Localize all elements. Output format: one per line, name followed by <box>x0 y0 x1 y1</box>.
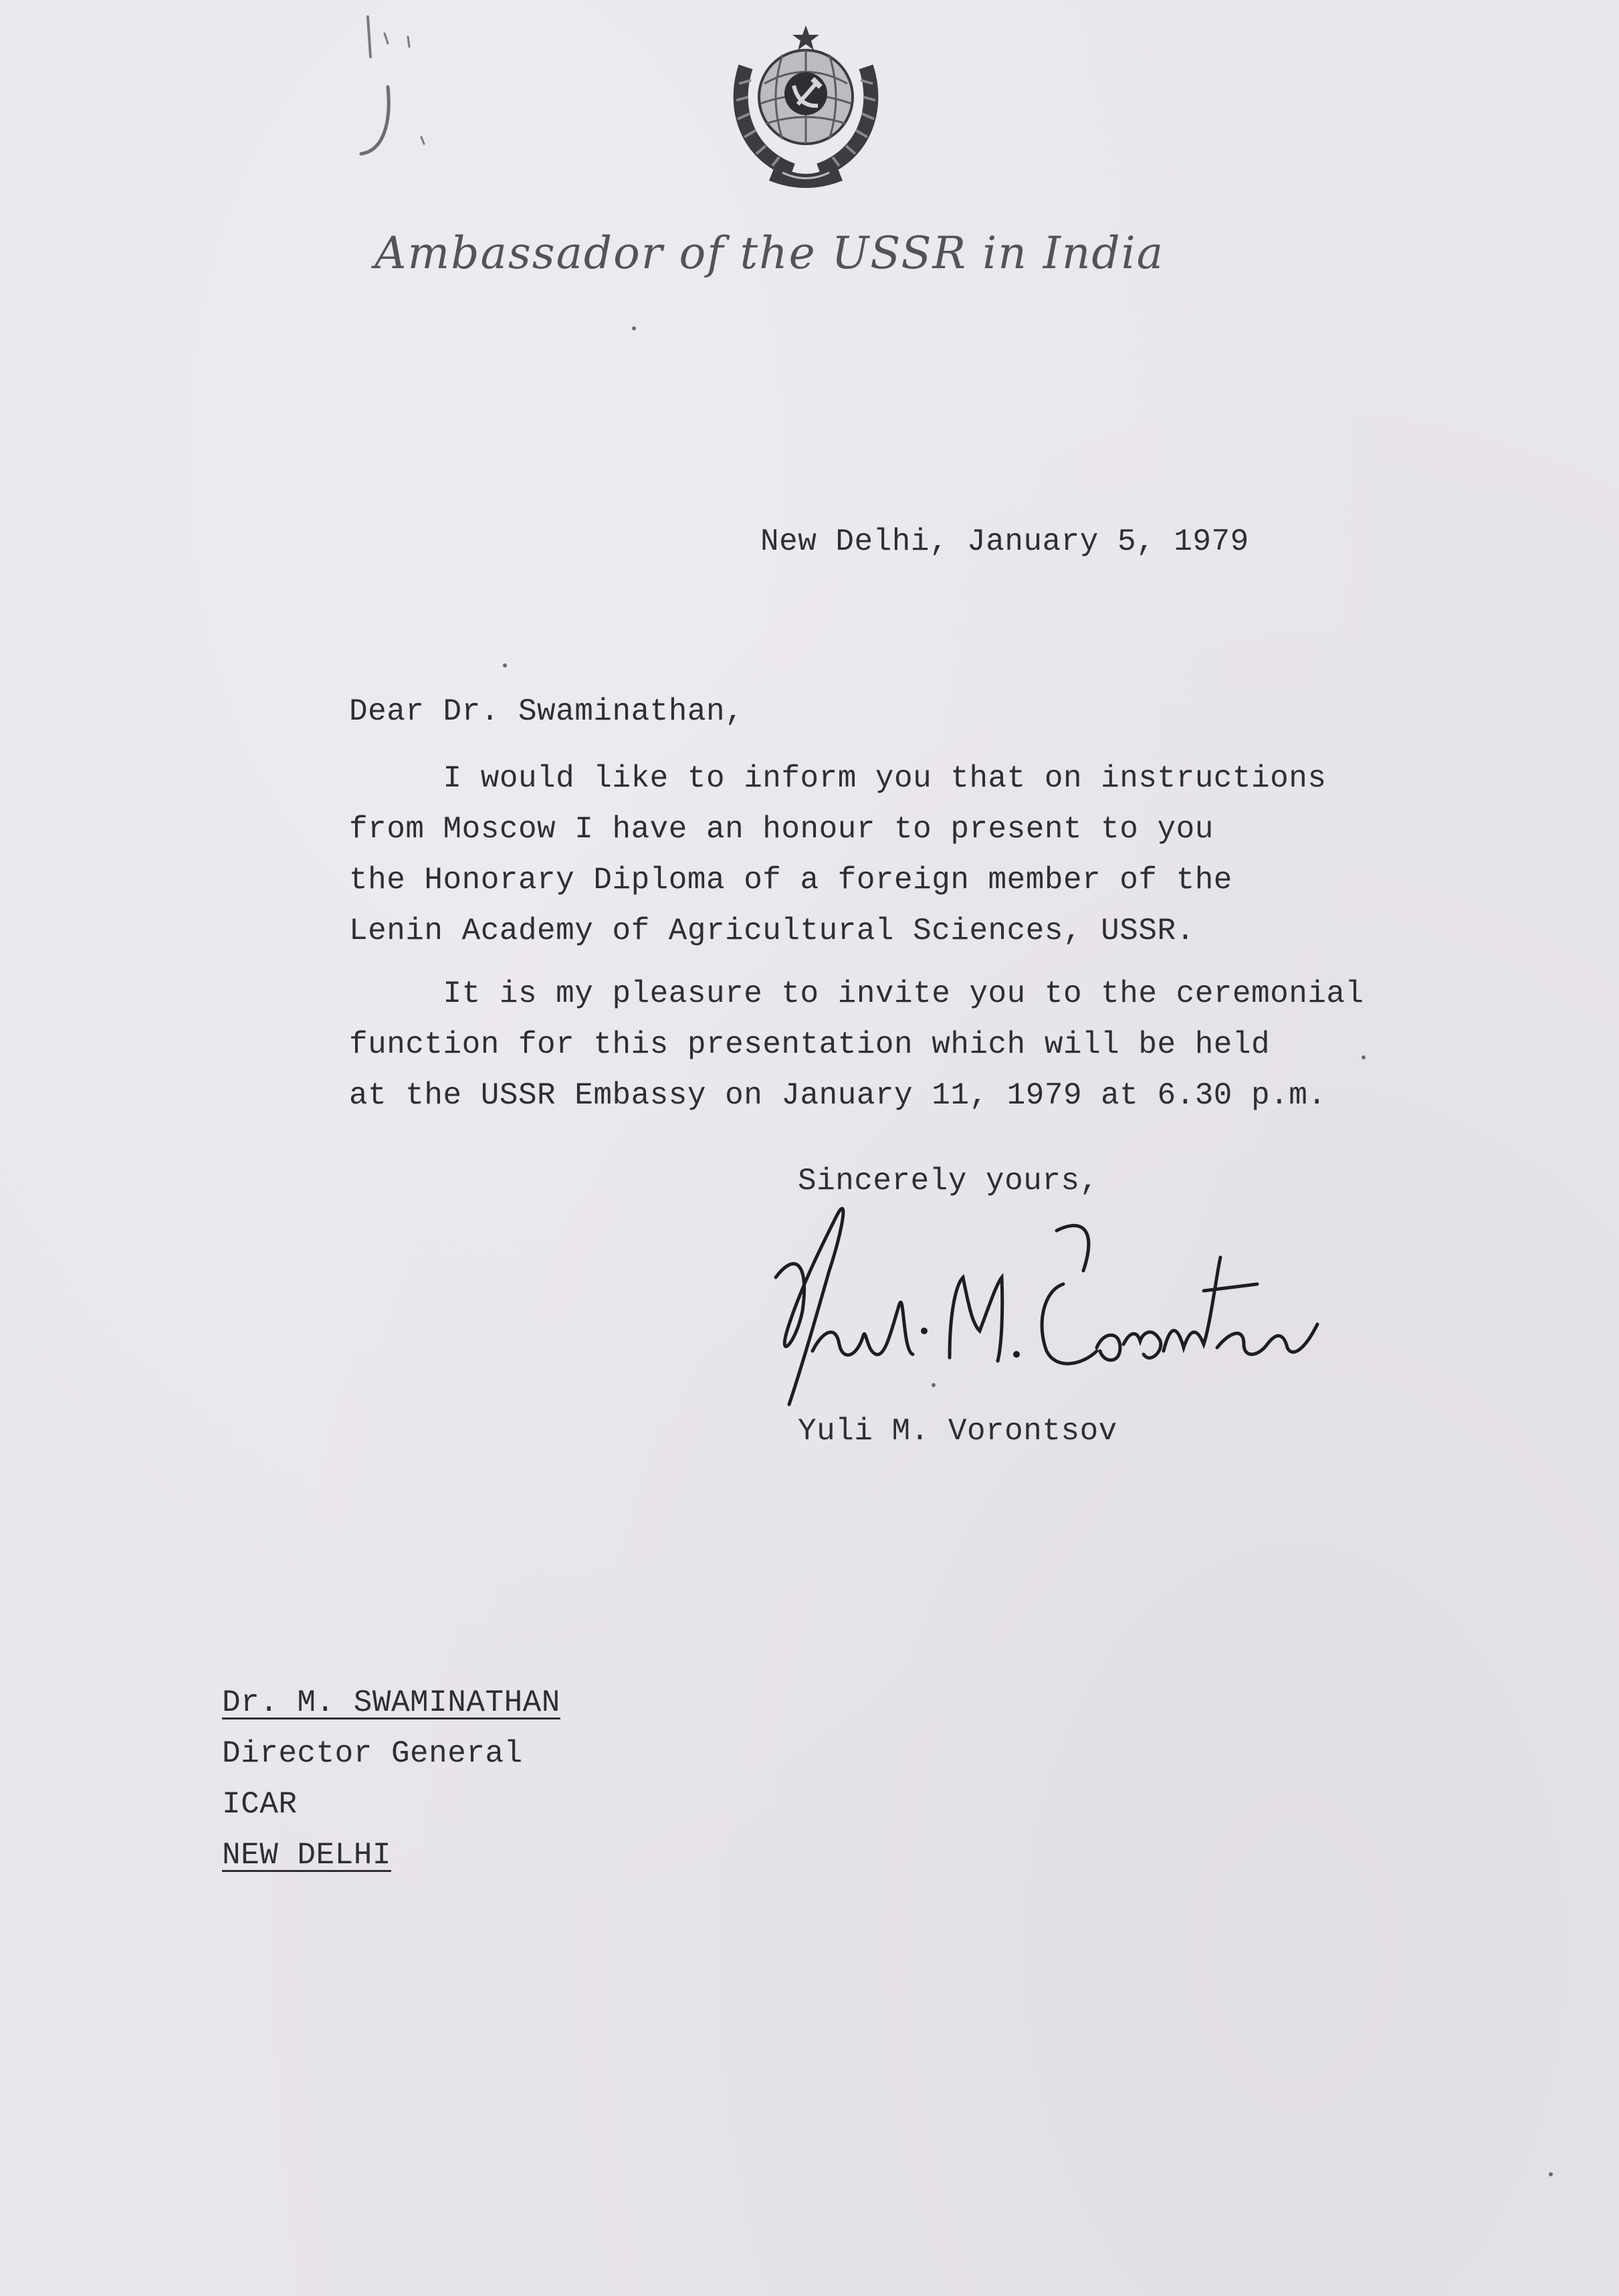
body-paragraph-1 <box>349 753 1326 956</box>
paragraph-line: It is my pleasure to invite you to the ceremonial <box>349 976 1364 1011</box>
recipient-city: NEW DELHI <box>222 1838 391 1873</box>
letter-date: New Delhi, January 5, 1979 <box>760 524 1249 559</box>
paper-speck <box>932 1383 936 1387</box>
recipient-name: Dr. M. SWAMINATHAN <box>222 1685 560 1720</box>
paragraph-line: I would like to inform you that on instructions <box>349 761 1327 796</box>
body-paragraph-2 <box>349 968 1364 1121</box>
ussr-state-emblem-icon <box>719 20 893 194</box>
paper-speck <box>1362 1055 1366 1059</box>
paragraph-line: Lenin Academy of Agricultural Sciences, USSR. <box>349 914 1195 948</box>
pencil-annotation <box>348 7 435 167</box>
paper-speck <box>503 663 507 667</box>
recipient-title: Director General <box>222 1736 523 1771</box>
paper-speck <box>1549 2172 1553 2176</box>
paragraph-line: function for this presentation which will be held <box>349 1027 1271 1062</box>
closing: Sincerely yours, <box>798 1164 1099 1198</box>
recipient-address <box>222 1677 560 1881</box>
handwritten-signature <box>749 1190 1351 1418</box>
signer-name: Yuli M. Vorontsov <box>798 1414 1117 1449</box>
salutation: Dear Dr. Swaminathan, <box>349 694 744 729</box>
paragraph-line: from Moscow I have an honour to present to you <box>349 812 1214 847</box>
paper-speck <box>632 326 636 330</box>
paragraph-line: the Honorary Diploma of a foreign member of the <box>349 863 1232 898</box>
recipient-organization: ICAR <box>222 1787 298 1822</box>
letterhead-title: Ambassador of the USSR in India <box>374 227 1165 279</box>
paragraph-line: at the USSR Embassy on January 11, 1979 at 6.30 p.m. <box>349 1078 1327 1113</box>
